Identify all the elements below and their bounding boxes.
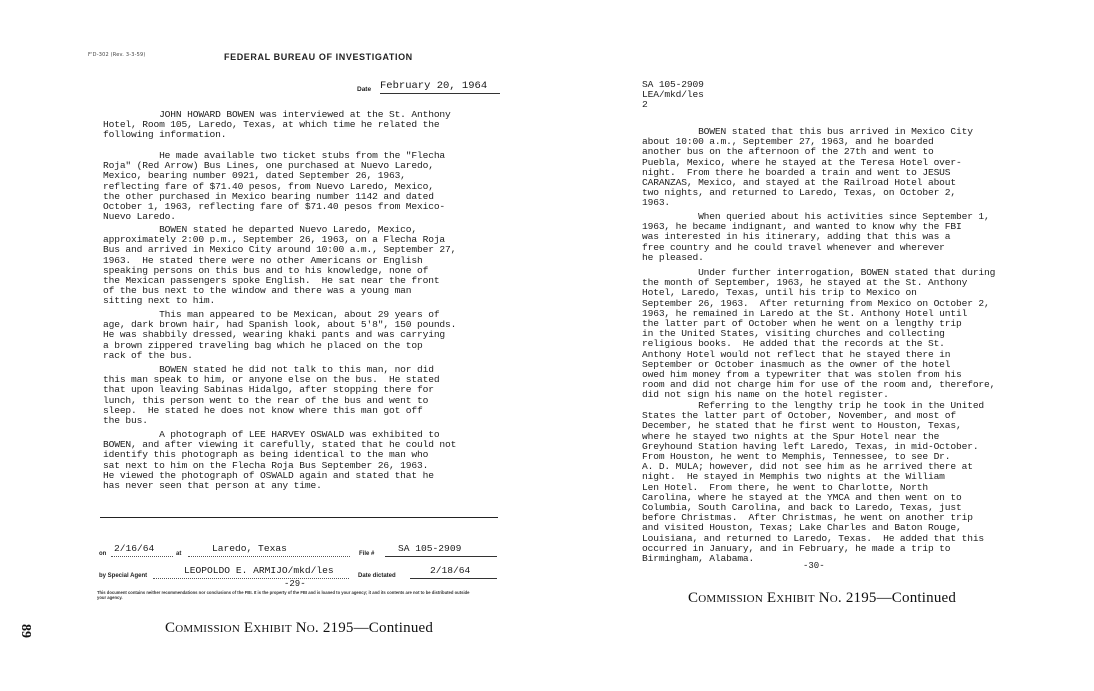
volume-page-number: 89 [18, 624, 33, 638]
header-page: 2 [642, 99, 648, 110]
interview-date: 2/16/64 [114, 543, 155, 554]
file-line [385, 556, 497, 557]
caption-word: Exhibit [243, 620, 292, 636]
special-agent: LEOPOLDO E. ARMIJO/mkd/les [184, 565, 334, 576]
paragraph-mexico-city: BOWEN stated that this bus arrived in Mexico City about 10:00 a.m., September 27, 1963, and he boarded another bus on the afternoon of the 27th and went to Puebla, Mexico, where he stayed at the Teresa Hotel over- night. From there he boarded a train and went to JESUS CARANZAS, Mexico, and stayed at the Railroad Hotel about two nights, and returned to Laredo, Texas, on October 2, 1963. [642, 126, 973, 209]
paragraph-description: This man appeared to be Mexican, about 29 years of age, dark brown hair, had Spanish look, about 5'8", 150 pounds. He was shabbily dressed, wearing khaki pants and was carrying a brown zippered traveling bag which he placed on the top rack of the bus. [103, 309, 457, 361]
interview-location: Laredo, Texas [212, 543, 287, 554]
page-number-29: -29- [284, 579, 306, 589]
caption-word: Commission [688, 590, 763, 606]
at-label: at [176, 551, 182, 557]
caption-word: Exhibit [766, 590, 815, 606]
paragraph-interrogation: Under further interrogation, BOWEN stated that during the month of September, 1963, he stayed at the St. Anthony Hotel, Laredo, Texas, until his trip to Mexico on September 26, 1963. After returning from Mexico on October 2, 1963, he remained in Laredo at the St. Anthony Hotel until the latter part of October when he went on a lengthy trip in the United States, visiting churches and collecting religious books. He added that the records at the St. Anthony Hotel would not reflect that he stayed there in September or October inasmuch as the owner of the hotel owed him money from a typewriter that was stolen from his room and did not charge him for use of the room and, therefore, did not sign his name on the hotel register. [642, 267, 996, 401]
caption-word: Commission [165, 620, 240, 636]
paragraph-no-contact: BOWEN stated he did not talk to this man, nor did this man speak to him, or anyone else on the bus. He stated that upon leaving Sabinas Hidalgo, after stopping there for lunch, this person went to the rear of the bus and went to sleep. He stated he does not know where this man got off the bus. [103, 364, 440, 427]
file-label: File # [359, 551, 375, 557]
agent-label: by Special Agent [99, 573, 148, 579]
at-line [188, 556, 350, 557]
header-file-number: SA 105-2909 [642, 79, 704, 90]
date-value: February 20, 1964 [380, 80, 500, 94]
date-label: Date [357, 86, 372, 93]
exhibit-caption-right [688, 590, 956, 607]
paragraph-queried: When queried about his activities since September 1, 1963, he became indignant, and wanted to know why the FBI was interested in his itinerary, adding that this was a free country and he could travel whenever and wherever he pleased. [642, 211, 990, 263]
date-dictated: 2/18/64 [430, 565, 471, 576]
disclaimer: This document contains neither recommendations nor conclusions of the FBI. It is the property of the FBI and is loaned to your agency; it and its contents are not to be distributed outside your agency. [97, 590, 470, 601]
paragraph-ticket-stubs: He made available two ticket stubs from the "Flecha Roja" (Red Arrow) Bus Lines, one purchased at Nuevo Laredo, Mexico, bearing number 0921, dated September 26, 1963, reflecting fare of $71.40 pesos, from Nuevo Laredo, Mexico, the other purchased in Mexico bearing number 1142 and dated October 1, 1963, reflecting fare of $71.40 pesos from Mexico- Nuevo Laredo. [103, 150, 446, 223]
caption-word: No. [818, 590, 842, 606]
dictated-label: Date dictated [358, 573, 396, 579]
on-line [111, 556, 173, 557]
paragraph-lengthy-trip: Referring to the lengthy trip he took in the United States the latter part of October, November, and most of December, he stated that he first went to Houston, Texas, where he stayed two nights at the Spur Hotel near the Greyhound Station having left Laredo, Texas, in mid-October. From Houston, he went to Memphis, Tennessee, to see Dr. A. D. MULA; however, did not see him as he arrived there at night. He stayed in Memphis two nights at the William Len Hotel. From there, he went to Charlotte, North Carolina, where he stayed at the YMCA and then went on to Columbia, South Carolina, and back to Laredo, Texas, just before Christmas. After Christmas, he went on another trip and visited Houston, Texas; Lake Charles and Baton Rouge, Louisiana, and returned to Laredo, Texas. He added that this occurred in January, and in February, he made a trip to Birmingham, Alabama. [642, 400, 985, 565]
caption-word: No. [295, 620, 319, 636]
page-number-30: -30- [803, 561, 825, 571]
exhibit-caption-left [165, 620, 433, 637]
footer-divider [100, 517, 498, 518]
caption-number: 2195—Continued [322, 620, 434, 636]
paragraph-photograph: A photograph of LEE HARVEY OSWALD was exhibited to BOWEN, and after viewing it carefully, stated that he could not identify this photograph as being identical to the man who sat next to him on the Flecha Roja Bus September 26, 1963. He viewed the photograph of OSWALD again and stated that he has never seen that person at any time. [103, 429, 457, 492]
header-initials: LEA/mkd/les [642, 89, 704, 100]
file-number: SA 105-2909 [398, 543, 462, 554]
on-label: on [99, 551, 107, 557]
form-number: F'D-302 (Rev. 3-3-59) [88, 52, 146, 58]
agency-heading: FEDERAL BUREAU OF INVESTIGATION [224, 52, 413, 62]
agent-line [153, 578, 349, 579]
paragraph-departure: BOWEN stated he departed Nuevo Laredo, Mexico, approximately 2:00 p.m., September 26, 1963, on a Flecha Roja Bus and arrived in Mexico City around 10:00 a.m., September 27, 1963. He stated there were no other Americans or English speaking persons on this bus and to his knowledge, none of the Mexican passengers spoke English. He sat near the front of the bus next to the window and there was a young man sitting next to him. [103, 224, 457, 307]
dictated-line [410, 578, 497, 579]
paragraph-interview: JOHN HOWARD BOWEN was interviewed at the St. Anthony Hotel, Room 105, Laredo, Texas, at which time he related the following information. [103, 109, 451, 141]
caption-number: 2195—Continued [845, 590, 957, 606]
